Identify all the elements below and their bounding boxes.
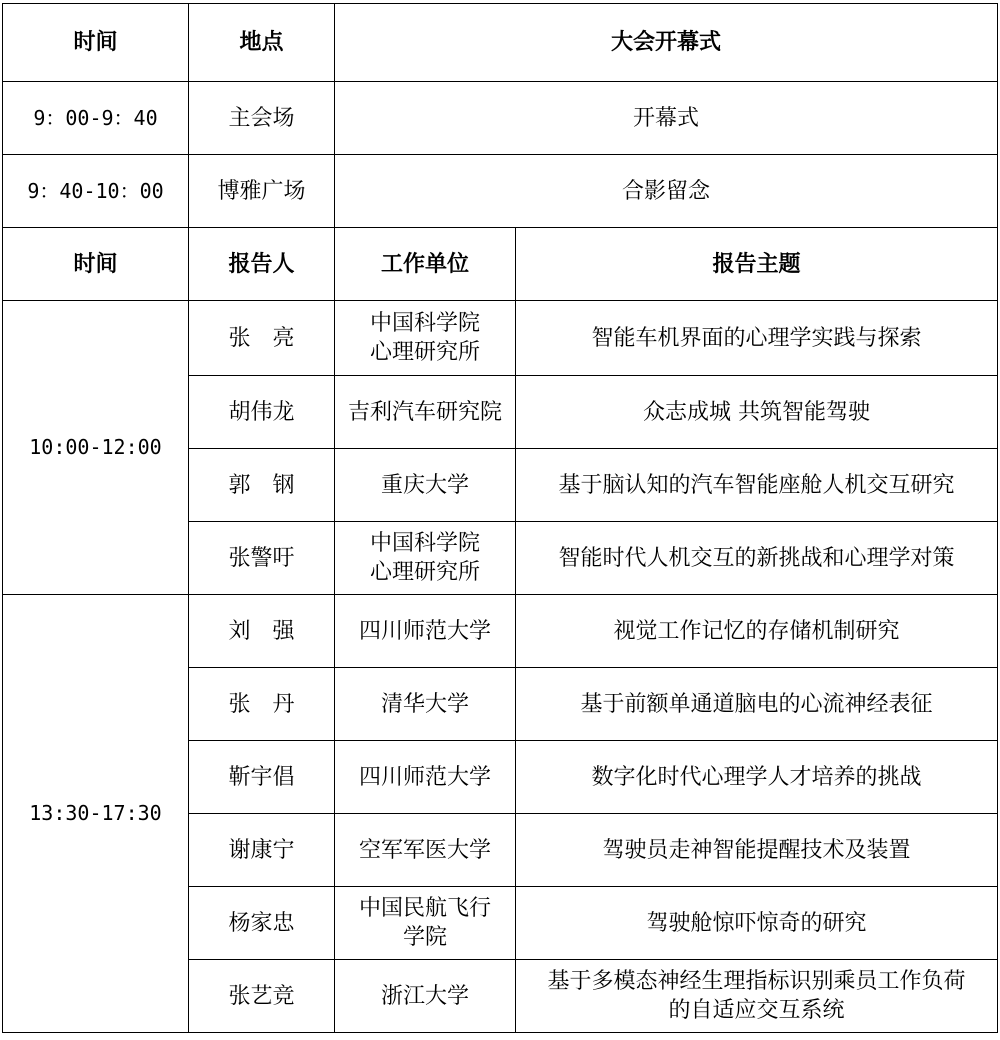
unit-line: 重庆大学 bbox=[380, 472, 469, 498]
speaker-unit bbox=[335, 814, 516, 887]
report-topic bbox=[516, 595, 998, 668]
speaker-name: 张警吁 bbox=[189, 522, 335, 595]
report-topic bbox=[516, 741, 998, 814]
speaker-unit bbox=[335, 449, 516, 522]
reports-header-topic: 报告主题 bbox=[516, 228, 998, 301]
reports-header-row bbox=[3, 228, 998, 301]
speaker-unit bbox=[335, 741, 516, 814]
unit-line: 清华大学 bbox=[380, 691, 469, 717]
unit-line: 心理研究所 bbox=[369, 560, 480, 585]
reports-header-speaker: 报告人 bbox=[189, 228, 335, 301]
speaker-unit bbox=[335, 301, 516, 376]
speaker-name: 张 亮 bbox=[189, 301, 335, 376]
topic-line: 视觉工作记忆的存储机制研究 bbox=[613, 618, 900, 644]
topic-line: 众志成城 共筑智能驾驶 bbox=[643, 399, 870, 425]
topic-line: 智能车机界面的心理学实践与探索 bbox=[591, 325, 922, 351]
topic-line: 智能时代人机交互的新挑战和心理学对策 bbox=[558, 545, 955, 571]
opening-event: 开幕式 bbox=[335, 82, 998, 155]
opening-header-row bbox=[3, 4, 998, 82]
opening-time: 9：40-10：00 bbox=[3, 155, 189, 228]
opening-row bbox=[3, 82, 998, 155]
speaker-unit bbox=[335, 887, 516, 960]
report-topic bbox=[516, 376, 998, 449]
unit-line: 浙江大学 bbox=[380, 983, 469, 1009]
speaker-name: 谢康宁 bbox=[189, 814, 335, 887]
opening-header-title: 大会开幕式 bbox=[335, 4, 998, 82]
speaker-name: 靳宇倡 bbox=[189, 741, 335, 814]
unit-line: 中国民航飞行 bbox=[358, 896, 491, 921]
report-topic bbox=[516, 522, 998, 595]
topic-line: 驾驶员走神智能提醒技术及装置 bbox=[602, 837, 911, 863]
unit-line: 四川师范大学 bbox=[358, 618, 491, 644]
speaker-unit bbox=[335, 595, 516, 668]
topic-line: 基于多模态神经生理指标识别乘员工作负荷 bbox=[547, 969, 966, 994]
unit-line: 心理研究所 bbox=[369, 340, 480, 365]
unit-line: 中国科学院 bbox=[369, 531, 480, 556]
opening-place: 博雅广场 bbox=[189, 155, 335, 228]
speaker-unit bbox=[335, 376, 516, 449]
unit-line: 空军军医大学 bbox=[358, 837, 491, 863]
speaker-name: 刘 强 bbox=[189, 595, 335, 668]
opening-header-place: 地点 bbox=[189, 4, 335, 82]
speaker-name: 郭 钢 bbox=[189, 449, 335, 522]
report-topic bbox=[516, 960, 998, 1033]
topic-line: 的自适应交互系统 bbox=[668, 998, 845, 1023]
speaker-name: 张 丹 bbox=[189, 668, 335, 741]
topic-line: 基于脑认知的汽车智能座舱人机交互研究 bbox=[558, 472, 955, 498]
opening-event: 合影留念 bbox=[335, 155, 998, 228]
unit-line: 中国科学院 bbox=[369, 311, 480, 336]
speaker-unit bbox=[335, 668, 516, 741]
topic-line: 基于前额单通道脑电的心流神经表征 bbox=[580, 691, 933, 717]
speaker-name: 张艺竞 bbox=[189, 960, 335, 1033]
reports-header-unit: 工作单位 bbox=[335, 228, 516, 301]
report-topic bbox=[516, 668, 998, 741]
topic-line: 驾驶舱惊吓惊奇的研究 bbox=[646, 910, 867, 936]
unit-line: 四川师范大学 bbox=[358, 764, 491, 790]
reports-header-time: 时间 bbox=[3, 228, 189, 301]
speaker-unit bbox=[335, 522, 516, 595]
speaker-name: 胡伟龙 bbox=[189, 376, 335, 449]
topic-line: 数字化时代心理学人才培养的挑战 bbox=[591, 764, 922, 790]
report-row bbox=[3, 301, 998, 376]
opening-time: 9：00-9：40 bbox=[3, 82, 189, 155]
report-row bbox=[3, 595, 998, 668]
report-topic bbox=[516, 449, 998, 522]
schedule-body bbox=[3, 4, 998, 1033]
report-topic bbox=[516, 301, 998, 376]
opening-row bbox=[3, 155, 998, 228]
speaker-name: 杨家忠 bbox=[189, 887, 335, 960]
opening-header-time: 时间 bbox=[3, 4, 189, 82]
report-topic bbox=[516, 887, 998, 960]
opening-place: 主会场 bbox=[189, 82, 335, 155]
afternoon-session-time: 13:30-17:30 bbox=[3, 595, 189, 1033]
morning-session-time: 10:00-12:00 bbox=[3, 301, 189, 595]
speaker-unit bbox=[335, 960, 516, 1033]
unit-line: 学院 bbox=[402, 925, 447, 950]
report-topic bbox=[516, 814, 998, 887]
unit-line: 吉利汽车研究院 bbox=[347, 399, 502, 425]
schedule-table bbox=[2, 3, 998, 1033]
